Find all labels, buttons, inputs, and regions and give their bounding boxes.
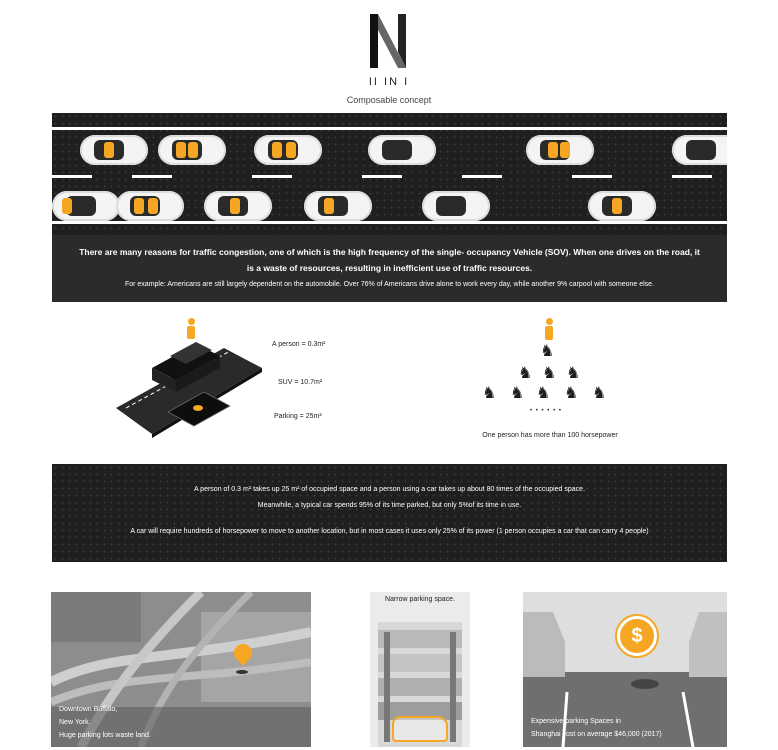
car: [368, 135, 436, 165]
road-illustration: [52, 113, 727, 235]
logo-title: II IN I: [368, 76, 410, 88]
photo-buffalo: [51, 592, 311, 747]
horse-icon: ♞: [540, 343, 555, 360]
intro-line-3: For example: Americans are still largely dependent on the automobile. Over 76% of Americans drive alone to work every day, while another 9% carpool with someone else.: [124, 281, 655, 288]
horse-dots: • • • • • •: [530, 408, 562, 414]
car: [672, 135, 727, 165]
photo-shanghai: [523, 592, 727, 747]
person-area-label: A person = 0.3m²: [272, 341, 326, 348]
facts-line-3: A car will require hundreds of horsepower to move to another location, but in most cases it uses only 25% of its power (1 person occupies a car that can carry 4 people): [130, 528, 649, 535]
horse-icon: ♞: [536, 385, 551, 402]
car: [52, 191, 120, 221]
shanghai-caption-1: Expensive parking Spaces in: [531, 718, 621, 725]
narrow-label: Narrow parking space.: [384, 596, 456, 603]
car: [254, 135, 322, 165]
intro-line-1: There are many reasons for traffic congestion, one of which is the high frequency of the single- occupancy Vehicle (SOV). When one drives on the road, it: [79, 247, 700, 257]
pin-shadow: [236, 670, 248, 674]
horse-diagram: [474, 318, 624, 418]
horse-icon: ♞: [542, 365, 557, 382]
buffalo-caption-3: Huge parking lots waste land.: [59, 732, 151, 739]
facts-panel: [52, 464, 727, 562]
horse-icon: ♞: [566, 365, 581, 382]
facts-line-1: A person of 0.3 m² takes up 25 m² of occupied space and a person using a car takes up about 80 times of the occupied space.: [193, 486, 586, 493]
car: [204, 191, 272, 221]
intro-panel: [52, 235, 727, 302]
shanghai-caption-2: Shanghai cost on average $46,000 (2017): [531, 731, 662, 738]
horse-icon: ♞: [592, 385, 607, 402]
car-outline-icon: [392, 716, 448, 742]
facts-line-2: Meanwhile, a typical car spends 95% of its time parked, but only 5%of its time in use.: [257, 502, 522, 509]
person-icon: [186, 318, 196, 339]
car: [80, 135, 148, 165]
horse-caption: One person has more than 100 horsepower: [482, 432, 618, 439]
logo: [366, 12, 410, 70]
car: [116, 191, 184, 221]
buffalo-caption-2: New York.: [59, 719, 91, 726]
horse-icon: ♞: [564, 385, 579, 402]
car: [422, 191, 490, 221]
car: [526, 135, 594, 165]
horse-icon: ♞: [518, 365, 533, 382]
suv-diagram: [112, 316, 262, 446]
horse-icon: ♞: [482, 385, 497, 402]
person-icon: [544, 318, 554, 340]
horse-icon: ♞: [510, 385, 525, 402]
suv-area-label: SUV = 10.7m²: [278, 379, 323, 386]
logo-subtitle: Composable concept: [346, 95, 432, 105]
dollar-coin-icon: $: [617, 616, 657, 656]
car: [158, 135, 226, 165]
car: [304, 191, 372, 221]
car: [588, 191, 656, 221]
intro-line-2: is a waste of resources, resulting in inefficient use of traffic resources.: [246, 263, 533, 273]
buffalo-caption-1: Downtown Buffalo,: [59, 706, 118, 713]
logo-mark-icon: [366, 12, 410, 70]
parking-area-label: Parking = 25m²: [274, 413, 322, 420]
photo-narrow-parking: [370, 592, 470, 747]
